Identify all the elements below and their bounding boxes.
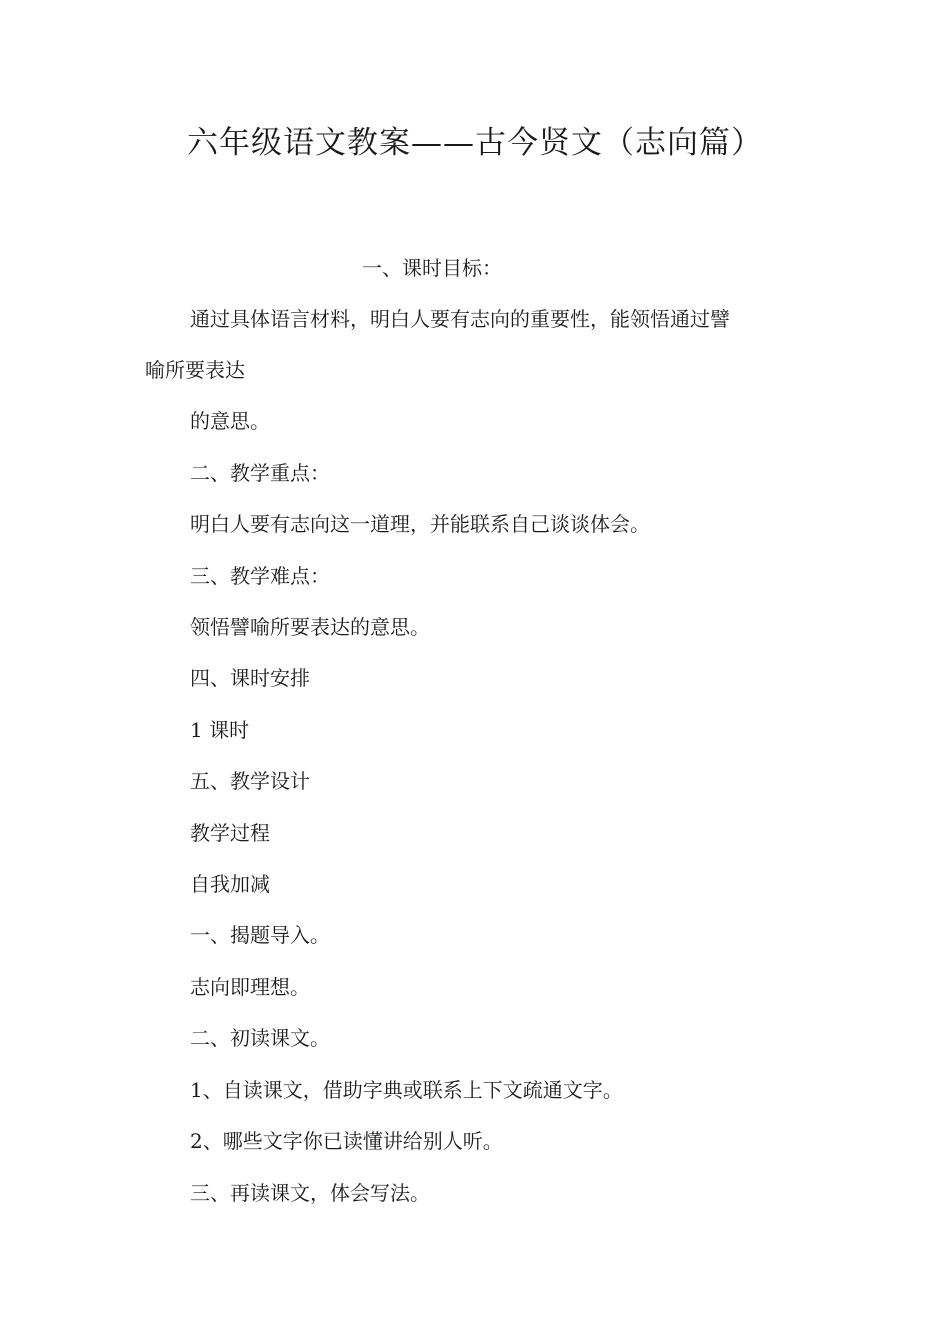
paragraph-line: 志向即理想。: [190, 975, 310, 999]
paragraph-line: 的意思。: [190, 409, 270, 433]
paragraph-line: 三、再读课文，体会写法。: [190, 1181, 430, 1205]
paragraph-line: 自我加减: [190, 872, 270, 896]
section-heading-difficulties: 三、教学难点：: [190, 564, 330, 588]
paragraph-line: 明白人要有志向这一道理，并能联系自己谈谈体会。: [190, 512, 650, 536]
paragraph-line: 1、自读课文，借助字典或联系上下文疏通文字。: [190, 1078, 623, 1102]
paragraph-line: 领悟譬喻所要表达的意思。: [190, 615, 430, 639]
paragraph-line: 教学过程: [190, 821, 270, 845]
paragraph-line: 通过具体语言材料，明白人要有志向的重要性，能领悟通过譬: [190, 307, 730, 331]
section-heading-objectives: 一、课时目标：: [362, 256, 502, 280]
document-title: 六年级语文教案——古今贤文（志向篇）: [187, 125, 763, 161]
paragraph-line: 2、哪些文字你已读懂讲给别人听。: [190, 1129, 503, 1153]
section-heading-design: 五、教学设计: [190, 769, 310, 793]
section-heading-schedule: 四、课时安排: [190, 666, 310, 690]
section-heading-key-points: 二、教学重点：: [190, 461, 330, 485]
paragraph-line: 1 课时: [190, 718, 250, 742]
paragraph-line: 二、初读课文。: [190, 1026, 330, 1050]
paragraph-line: 喻所要表达: [145, 358, 245, 382]
paragraph-line: 一、揭题导入。: [190, 923, 330, 947]
